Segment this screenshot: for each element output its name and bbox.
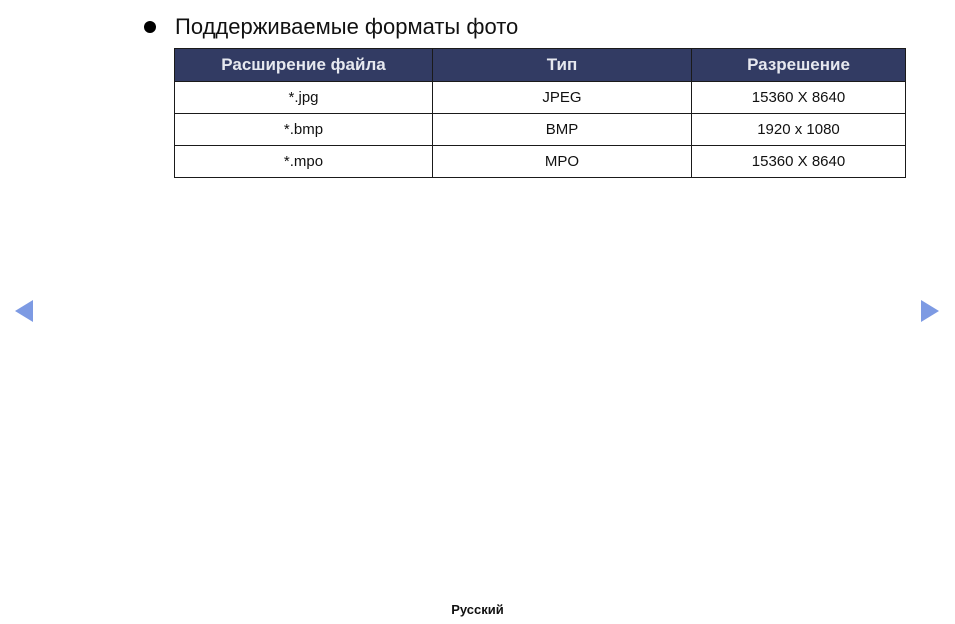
table-row	[175, 82, 906, 114]
cell-resolution: 15360 X 8640	[692, 146, 906, 178]
section-title: Поддерживаемые форматы фото	[175, 14, 519, 39]
table-row	[175, 146, 906, 178]
footer-language-label: Русский	[451, 602, 504, 617]
cell-type: MPO	[433, 146, 692, 178]
header-extension: Расширение файла	[175, 49, 433, 82]
cell-extension: *.mpo	[175, 146, 433, 178]
photo-formats-table	[174, 48, 906, 178]
triangle-right-icon[interactable]	[921, 300, 939, 322]
table-header-row	[175, 49, 906, 82]
bullet-icon	[144, 21, 156, 33]
cell-extension: *.bmp	[175, 114, 433, 146]
cell-type: BMP	[433, 114, 692, 146]
table-row	[175, 114, 906, 146]
cell-extension: *.jpg	[175, 82, 433, 114]
triangle-left-icon[interactable]	[15, 300, 33, 322]
header-type: Тип	[433, 49, 692, 82]
cell-resolution: 15360 X 8640	[692, 82, 906, 114]
cell-resolution: 1920 x 1080	[692, 114, 906, 146]
header-resolution: Разрешение	[692, 49, 906, 82]
cell-type: JPEG	[433, 82, 692, 114]
